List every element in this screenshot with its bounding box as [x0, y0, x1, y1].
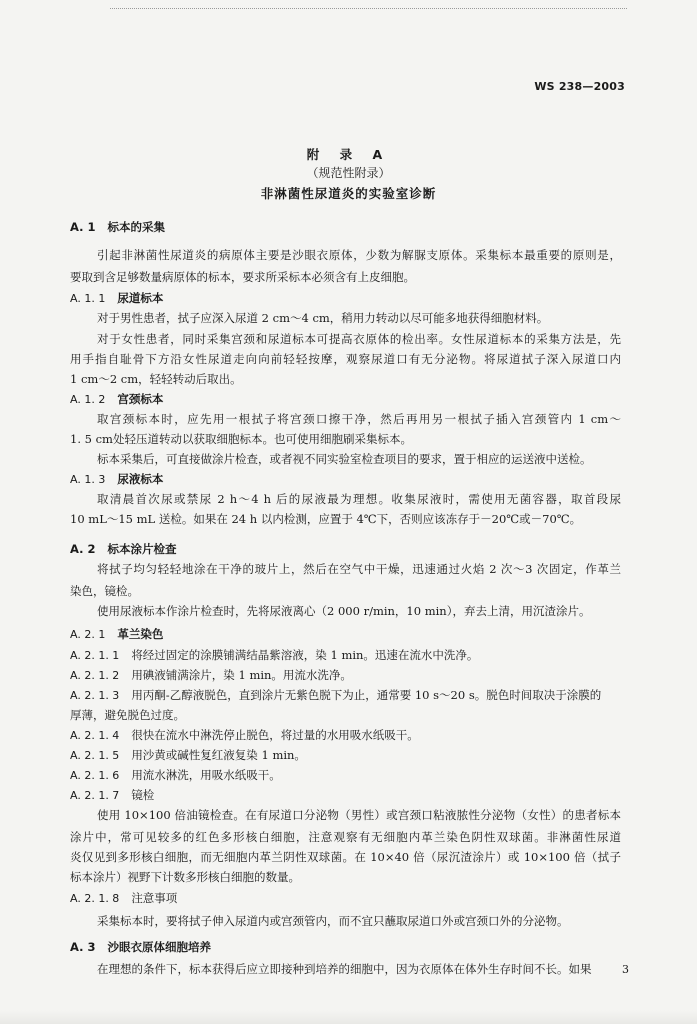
document-number: WS 238—2003: [534, 80, 625, 93]
numbered-item: [70, 730, 419, 742]
clause-text: 用丙酮-乙醇液脱色，直到涂片无紫色脱下为止，通常要 10 s～20 s。脱色时间取决于涂膜的: [131, 688, 602, 702]
paragraph-line: 10 mL～15 mL 送检。如果在 24 h 以内检测，应置于 4℃下，否则应该冻存于－20℃或－70℃。: [70, 512, 582, 526]
paragraph-line: 标本涂片）视野下计数多形核白细胞的数量。: [70, 870, 300, 884]
numbered-item: [70, 750, 306, 762]
clause-text: 用沙黄或碱性复红液复染 1 min。: [131, 748, 306, 762]
appendix-title: 附 录 A: [306, 147, 391, 162]
paragraph-line: 厚薄，避免脱色过度。: [70, 708, 185, 722]
clause-text: 镜检: [131, 788, 155, 802]
paragraph-line: 使用尿液标本作涂片检查时，先将尿液离心（2 000 r/min，10 min），弃去上清，用沉渣涂片。: [97, 604, 591, 618]
paragraph-line: 将拭子均匀轻轻地涂在干净的玻片上，然后在空气中干燥，迅速通过火焰 2 次～3 次固定，作革兰: [97, 562, 621, 576]
clause-text: 用流水淋洗，用吸水纸吸干。: [131, 768, 281, 782]
clause-text: 革兰染色: [117, 627, 164, 641]
numbered-item: [70, 690, 601, 702]
section-heading: [70, 942, 211, 954]
numbered-item: [70, 790, 154, 802]
header-rule: [110, 8, 627, 9]
paragraph-line: 取清晨首次尿或禁尿 2 h～4 h 后的尿液最为理想。收集尿液时，需使用无菌容器，取首段尿: [97, 492, 621, 506]
clause-text: 宫颈标本: [117, 392, 164, 406]
subsection-heading: [70, 629, 163, 641]
paragraph-line: 采集标本时，要将拭子伸入尿道内或宫颈管内，而不宜只蘸取尿道口外或宫颈口外的分泌物。: [97, 914, 569, 928]
subsection-heading: [70, 474, 163, 486]
scan-bottom-edge: [0, 1010, 697, 1024]
subsection-heading: [70, 293, 163, 305]
paragraph-line: 染色，镜检。: [70, 584, 139, 598]
clause-number: A. 1: [70, 220, 96, 234]
paragraph-line: 使用 10×100 倍油镜检查。在有尿道口分泌物（男性）或宫颈口粘液脓性分泌物（女性）的患者标本: [97, 808, 621, 822]
paragraph-line: 要取到含足够数量病原体的标本，要求所采标本必须含有上皮细胞。: [70, 270, 415, 284]
clause-text: 用碘液铺满涂片，染 1 min。用流水洗净。: [131, 668, 352, 682]
clause-number: A. 2. 1. 3: [70, 689, 120, 702]
clause-text: 尿液标本: [117, 472, 164, 486]
clause-number: A. 1. 1: [70, 292, 106, 305]
numbered-item: [70, 650, 478, 662]
clause-number: A. 2. 1. 8: [70, 892, 120, 905]
section-heading: [70, 222, 165, 234]
clause-text: 沙眼衣原体细胞培养: [107, 940, 211, 954]
paragraph-line: 对于男性患者，拭子应深入尿道 2 cm～4 cm，稍用力转动以尽可能多地获得细胞材料。: [97, 311, 549, 325]
clause-number: A. 2: [70, 542, 96, 556]
paragraph-line: 1 cm～2 cm，轻轻转动后取出。: [70, 372, 242, 386]
paragraph-line: 标本采集后，可直接做涂片检查，或者视不同实验室检查项目的要求，置于相应的运送液中送检。: [97, 452, 592, 466]
paragraph-line: 用手指自耻骨下方沿女性尿道走向向前轻轻按摩，观察尿道口有无分泌物。将尿道拭子深入尿道口内: [70, 352, 621, 366]
clause-number: A. 2. 1. 2: [70, 669, 120, 682]
paragraph-line: 涂片中，常可见较多的红色多形核白细胞，注意观察有无细胞内革兰染色阴性双球菌。非淋菌性尿道: [70, 830, 621, 844]
clause-number: A. 2. 1. 4: [70, 729, 120, 742]
numbered-item: [70, 670, 352, 682]
clause-number: A. 1. 2: [70, 393, 106, 406]
paragraph-line: 在理想的条件下，标本获得后应立即接种到培养的细胞中，因为衣原体在体外生存时间不长。如果: [97, 962, 592, 976]
clause-number: A. 2. 1: [70, 628, 106, 641]
clause-number: A. 2. 1. 6: [70, 769, 120, 782]
section-heading: [70, 544, 177, 556]
clause-number: A. 2. 1. 7: [70, 789, 120, 802]
clause-text: 标本的采集: [107, 220, 165, 234]
clause-text: 尿道标本: [117, 291, 164, 305]
subsection-heading: [70, 394, 163, 406]
paragraph-line: 炎仅见到多形核白细胞，而无细胞内革兰阴性双球菌。在 10×40 倍（尿沉渣涂片）或 10×100 倍（拭子: [70, 850, 621, 864]
clause-number: A. 3: [70, 940, 96, 954]
paragraph-line: 对于女性患者，同时采集宫颈和尿道标本可提高衣原体的检出率。女性尿道标本的采集方法是，先: [97, 332, 621, 346]
numbered-item: [70, 893, 177, 905]
appendix-subtitle: （规范性附录）: [306, 166, 391, 180]
numbered-item: [70, 770, 281, 782]
clause-number: A. 2. 1. 1: [70, 649, 120, 662]
paragraph-line: 引起非淋菌性尿道炎的病原体主要是沙眼衣原体，少数为解脲支原体。采集标本最重要的原则是，: [97, 248, 621, 262]
appendix-heading: 非淋菌性尿道炎的实验室诊断: [260, 186, 437, 201]
clause-text: 很快在流水中淋洗停止脱色，将过量的水用吸水纸吸干。: [131, 728, 419, 742]
paragraph-line: 1. 5 cm处轻压道转动以获取细胞标本。也可使用细胞刷采集标本。: [70, 432, 412, 446]
clause-text: 将经过固定的涂膜铺满结晶紫溶液，染 1 min。迅速在流水中洗净。: [131, 648, 479, 662]
clause-number: A. 2. 1. 5: [70, 749, 120, 762]
clause-number: A. 1. 3: [70, 473, 106, 486]
clause-text: 标本涂片检查: [107, 542, 177, 556]
clause-text: 注意事项: [131, 891, 178, 905]
page-number: 3: [622, 963, 629, 976]
paragraph-line: 取宫颈标本时，应先用一根拭子将宫颈口擦干净，然后再用另一根拭子插入宫颈管内 1 cm～: [97, 412, 621, 426]
